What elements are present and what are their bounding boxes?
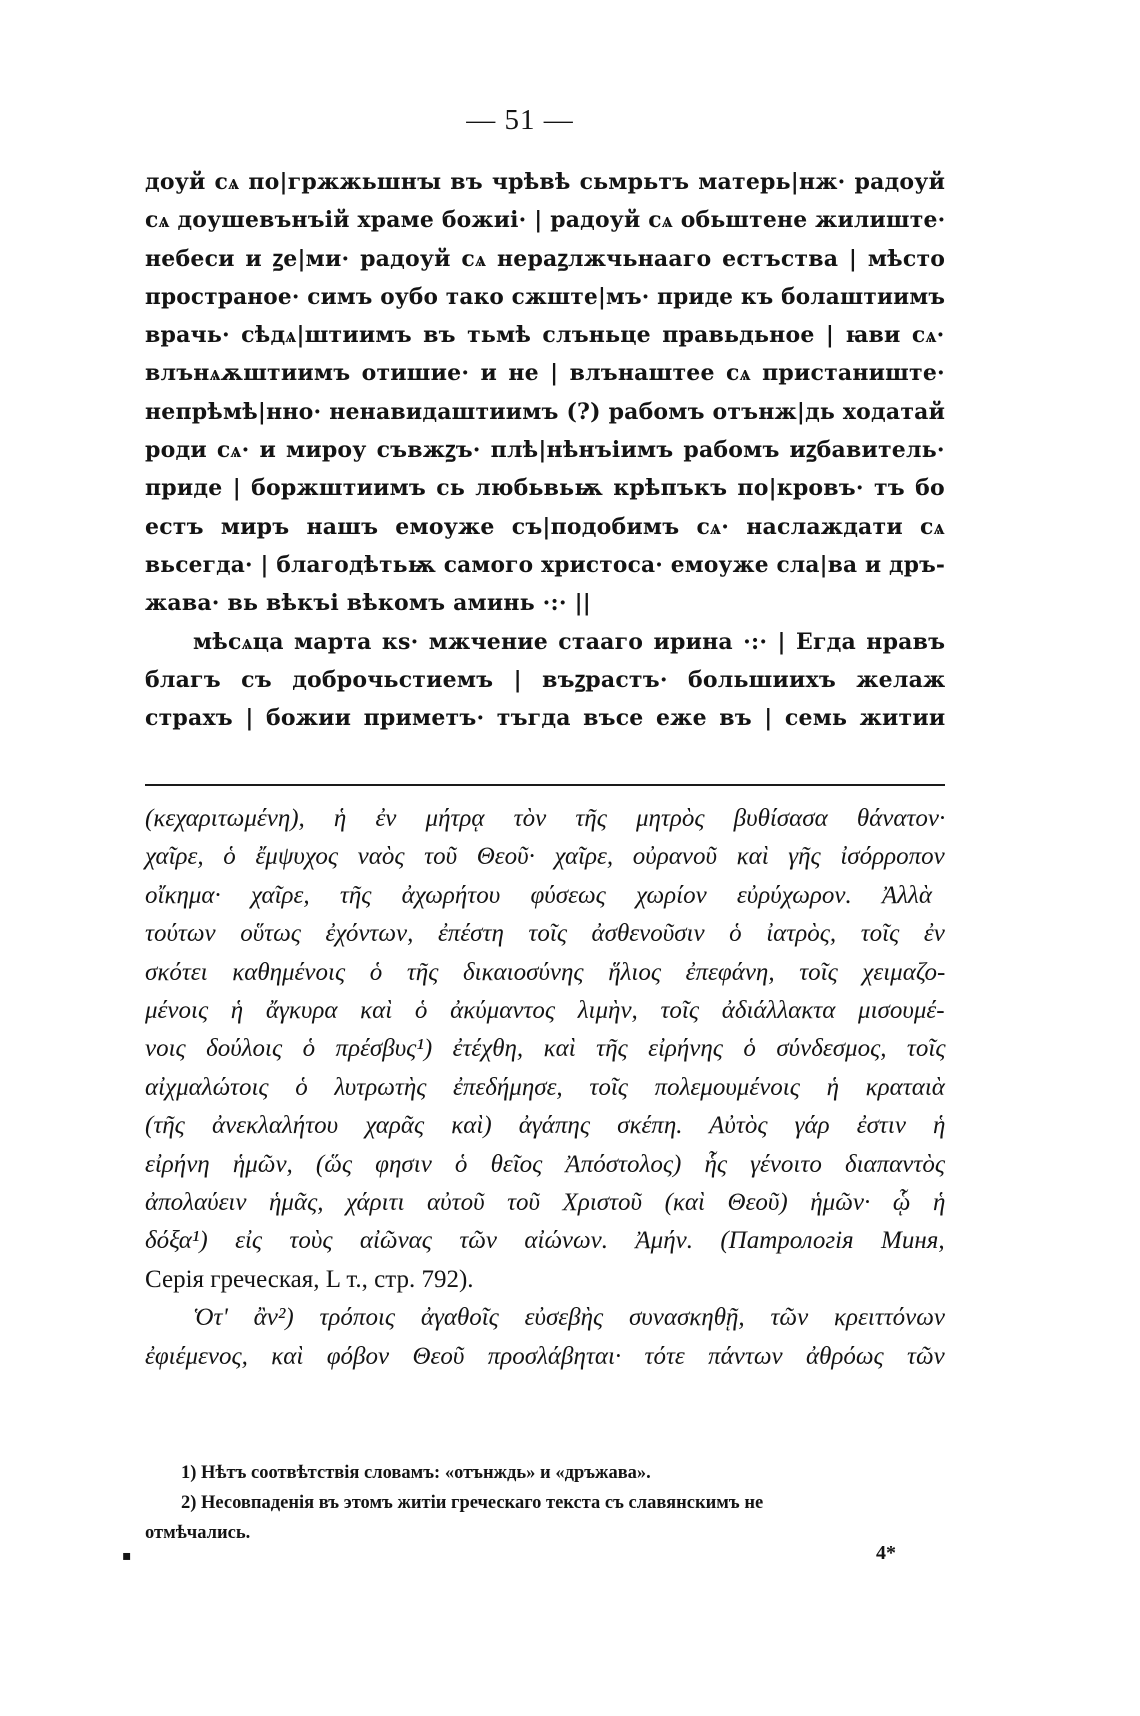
- greek-line-text: ἀπολαύειν ἡμᾶς, χάριτι αὐτοῦ τοῦ Χριστοῦ (καὶ Θεοῦ) ἡμῶν· ᾧ ἡ: [145, 1189, 946, 1217]
- printer-signature: 4*: [876, 1542, 896, 1564]
- footnote-2: 2) Несовпаденія въ этомъ житіи греческаго текста съ славянскимъ не: [181, 1493, 764, 1513]
- greek-line: [145, 1222, 945, 1260]
- slavonic-line: [145, 240, 945, 278]
- slavonic-line-text: приде | боржштиимъ сь любьвьѭ крѣпъкъ по|кровъ· тъ бо: [145, 475, 945, 502]
- greek-line: [145, 1261, 945, 1299]
- margin-mark: ▪: [122, 1548, 132, 1564]
- footnote-2-continued: отмѣчались.: [145, 1523, 251, 1543]
- slavonic-line-text: сѧ доушевънъій храме божиі· | радоуй сѧ обьштенe жилиштe·: [145, 207, 946, 234]
- slavonic-line-text: мѣсѧца марта кѕ· мжчение стааго ирина ·:· | Егда нравъ: [193, 628, 946, 655]
- slavonic-line: [145, 431, 945, 469]
- greek-line-text: (τῆς ἀνεκλαλήτου χαρᾶς καὶ) ἀγάπης σκέπη. Αὐτὸς γάρ ἐστιν ἡ: [145, 1112, 946, 1140]
- footnotes: [145, 1458, 945, 1548]
- slavonic-line: [145, 163, 945, 201]
- greek-line: [145, 1299, 945, 1337]
- greek-text-block: [145, 800, 945, 1376]
- slavonic-line-text: врачь· сѣдѧ|штиимъ въ тьмѣ слъньце правьдьное | ꙗви сѧ·: [145, 322, 945, 349]
- slavonic-line: [145, 508, 945, 546]
- footnote-1: 1) Нѣтъ соотвѣтствія словамъ: «отънждь» и «дръжава».: [181, 1463, 651, 1483]
- slavonic-line-text: доуй сѧ по|гржжьшнꙑ въ чрѣвѣ сьмрьтъ матерь|нж· радоуй: [145, 169, 946, 195]
- greek-line: [145, 1107, 945, 1145]
- slavonic-line: [145, 278, 945, 316]
- slavonic-line-text: небеси и ꙁe|ми· радоуй сѧ нераꙁлжчьнааго естъства | мѣсто: [145, 245, 946, 272]
- section-divider: [145, 784, 945, 786]
- greek-line: [145, 1146, 945, 1184]
- greek-line: [145, 1184, 945, 1222]
- slavonic-line: [145, 546, 945, 584]
- slavonic-line: [145, 469, 945, 507]
- greek-line-text: σκότει καθημένοις ὁ τῆς δικαιοσύνης ἥλιος ἐπεφάνη, τοῖς χειμαζο-: [145, 958, 946, 986]
- slavonic-text-block: [145, 163, 945, 737]
- slavonic-line: [145, 661, 945, 699]
- greek-line-text: μένοις ἡ ἄγκυρα καὶ ὁ ἀκύμαντος λιμὴν, τοῖς ἀδιάλλακτα μισουμέ-: [145, 997, 945, 1025]
- greek-line-text: δόξα¹) εἰς τοὺς αἰῶνας τῶν αἰώνων. Ἀμήν. (Патрологія Миня,: [145, 1227, 945, 1255]
- slavonic-line: [145, 623, 945, 661]
- slavonic-line-text: жава· вь вѣкъі вѣкомъ аминь ·:· ||: [145, 590, 591, 617]
- slavonic-line: [145, 354, 945, 392]
- slavonic-line-text: пространое· симъ оубо тако сжште|мъ· приде къ болаштиимъ: [145, 283, 946, 310]
- greek-line-text: αἰχμαλώτοις ὁ λυτρωτὴς ἐπεδήμησε, τοῖς πολεμουμένοις ἡ κραταιὰ: [145, 1073, 945, 1101]
- slavonic-line-text: влънѧѫштиимъ отишие· и не | влънаштее сѧ пристаниште·: [145, 360, 945, 387]
- slavonic-line-text: вьсегда· | благодѣтьѭ самого христоса· емоуже сла|ва и дръ-: [145, 551, 946, 578]
- greek-line: [145, 800, 945, 838]
- slavonic-line-text: непрѣмѣ|нно· ненавидаштиимъ (?) рабомъ отънж|дь ходатай: [145, 398, 946, 425]
- slavonic-line-text: естъ миръ нашъ емоуже съ|подобимъ сѧ· наслаждати сѧ: [145, 513, 945, 540]
- slavonic-line: [145, 201, 945, 239]
- greek-line-text: ἐφιέμενος, καὶ φόβον Θεοῦ προσλάβηται· τότε πάντων ἀθρόως τῶν: [145, 1342, 945, 1370]
- greek-line-text: (κεχαριτωμένη), ἡ ἐν μήτρᾳ τὸν τῆς μητρὸς βυθίσασα θάνατον·: [145, 805, 946, 832]
- greek-line: [145, 1069, 945, 1107]
- greek-line-text: Серія греческая, L т., стр. 792).: [145, 1265, 474, 1293]
- slavonic-line-text: страхъ | божии приметъ· тъгда въсе еже въ | семь житии: [145, 705, 946, 732]
- greek-line-text: οἴκημα· χαῖρε, τῆς ἀχωρήτου φύσεως χωρίον εὐρύχωρον. Ἀλλὰ: [145, 881, 932, 909]
- greek-line: [145, 992, 945, 1030]
- greek-line: [145, 1030, 945, 1068]
- greek-line-text: τούτων οὕτως ἐχόντων, ἐπέστη τοῖς ἀσθενοῦσιν ὁ ἰατρὸς, τοῖς ἐν: [145, 920, 945, 948]
- greek-line: [145, 877, 945, 915]
- slavonic-line: [145, 393, 945, 431]
- slavonic-line-text: роди сѧ· и мироу съвжꙁъ· плѣ|нѣнъіимъ рабомъ иꙁбавитель·: [145, 437, 945, 464]
- greek-line: [145, 954, 945, 992]
- greek-line-text: εἰρήνη ἡμῶν, (ὥς φησιν ὁ θεῖος Ἀπόστολος) ἧς γένοιτο διαπαντὸς: [145, 1150, 945, 1178]
- greek-line-text: νοις δούλοις ὁ πρέσβυς¹) ἐτέχθη, καὶ τῆς εἰρήνης ὁ σύνδεσμος, τοῖς: [145, 1035, 946, 1063]
- greek-line: [145, 838, 945, 876]
- slavonic-line: [145, 584, 945, 622]
- slavonic-line: [145, 316, 945, 354]
- greek-line: [145, 915, 945, 953]
- page-number: — 51 —: [466, 104, 574, 136]
- greek-line-text: χαῖρε, ὁ ἔμψυχος ναὸς τοῦ Θεοῦ· χαῖρε, οὐρανοῦ καὶ γῆς ἰσόρροπον: [145, 843, 945, 871]
- greek-line: [145, 1338, 945, 1376]
- slavonic-line: [145, 699, 945, 737]
- slavonic-line-text: благъ съ доброчьстиемъ | въꙁрастъ· большиихъ желаж: [145, 666, 946, 693]
- greek-line-text: Ὁτ' ἂν²) τρόποις ἀγαθοῖς εὐσεβὴς συνασκηθῇ, τῶν κρειττόνων: [193, 1304, 946, 1332]
